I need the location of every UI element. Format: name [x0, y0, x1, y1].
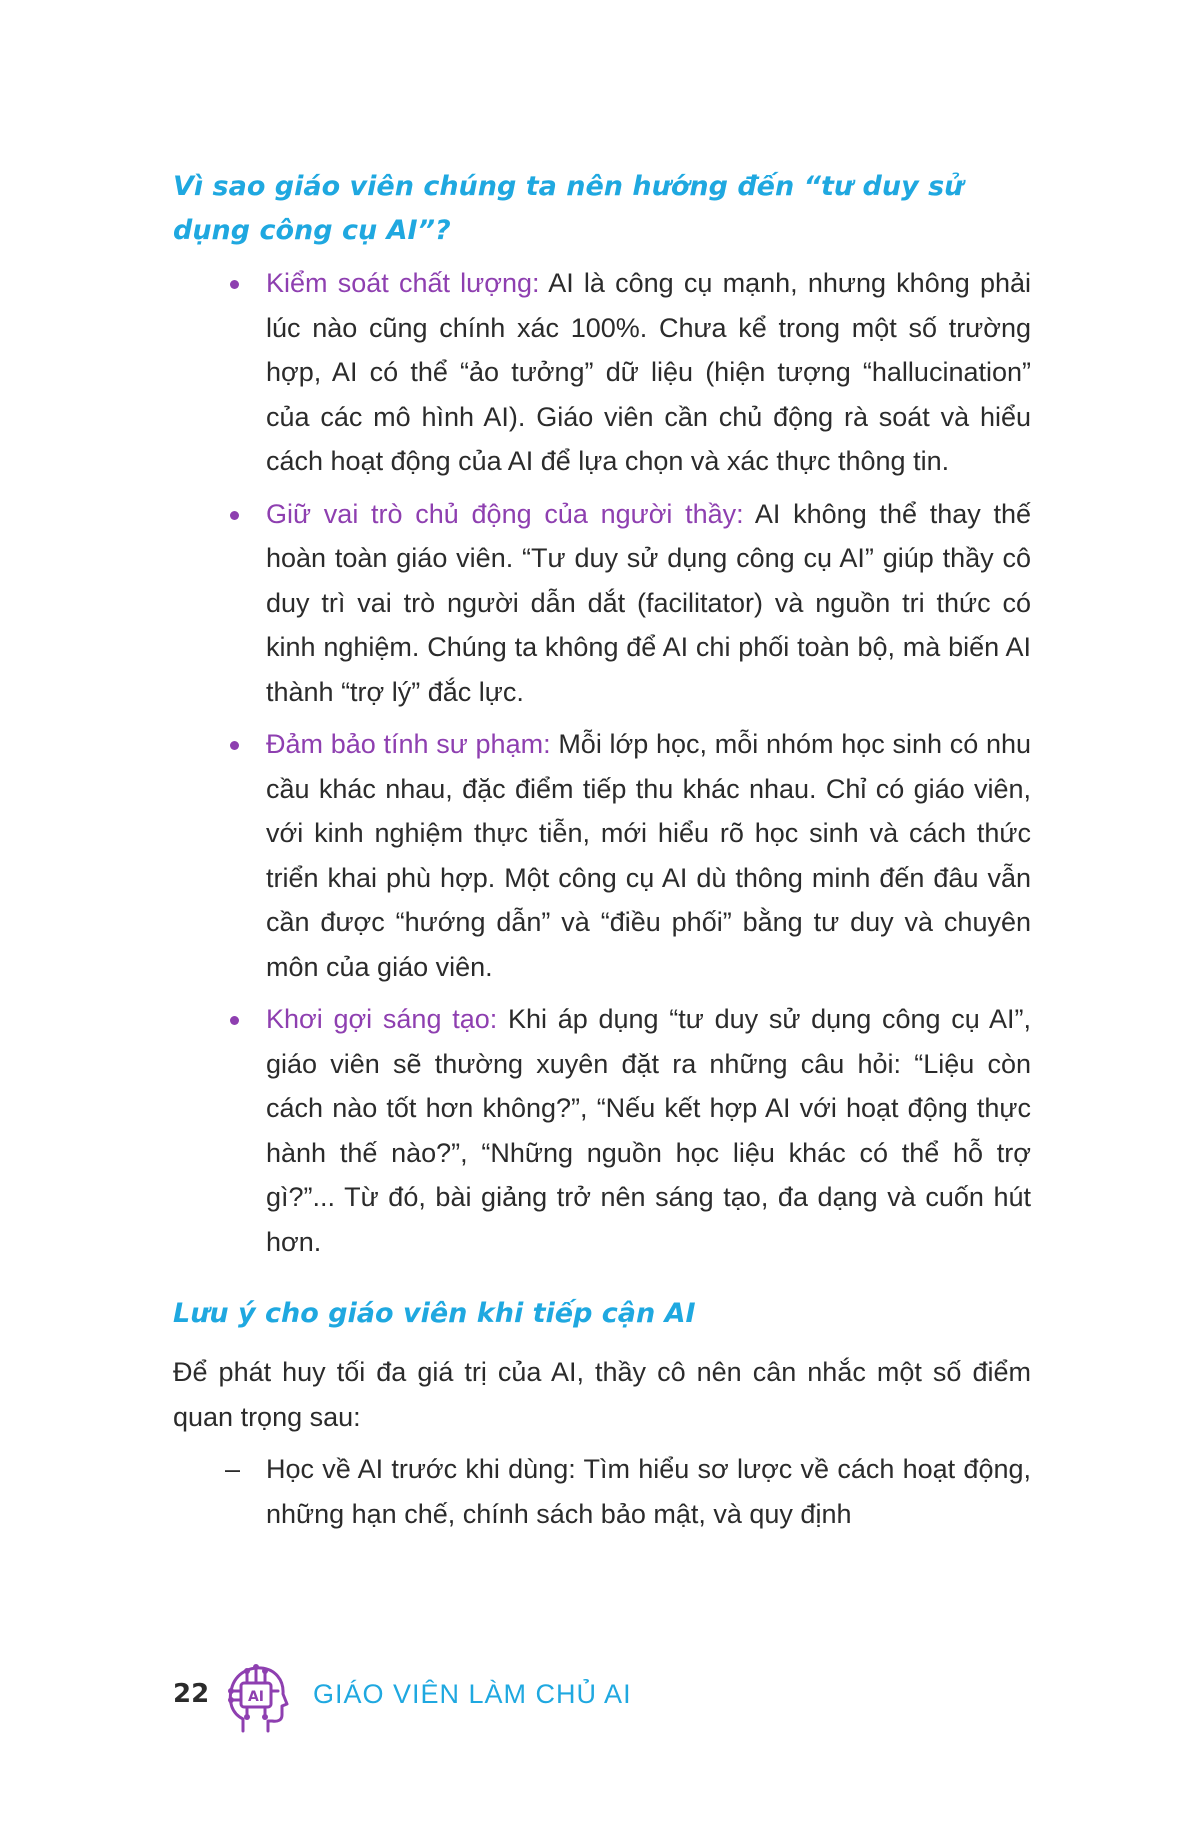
reasons-list: [173, 261, 1031, 1264]
bullet-text: AI là công cụ mạnh, nhưng không phải lúc nào cũng chính xác 100%. Chưa kể trong một số trường hợp, AI có thể “ảo tưởng” dữ liệu (hiện tượng “hallucination” của các mô hình AI). Giáo viên cần chủ động rà soát và hiểu cách hoạt động của AI để lựa chọn và xác thực thông tin.: [266, 268, 1031, 476]
bullet-text: Khi áp dụng “tư duy sử dụng công cụ AI”, giáo viên sẽ thường xuyên đặt ra những câu hỏi: “Liệu còn cách nào tốt hơn không?”, “Nếu kết hợp AI với hoạt động thực hành thế nào?”, “Những nguồn học liệu khác có thể hỗ trợ gì?”... Từ đó, bài giảng trở nên sáng tạo, đa dạng và cuốn hút hơn.: [266, 1004, 1031, 1257]
logo-text: AI: [247, 1689, 265, 1705]
bullet-term: Giữ vai trò chủ động của người thầy:: [266, 498, 744, 529]
list-item: [173, 492, 1031, 715]
section-heading-notes: Lưu ý cho giáo viên khi tiếp cận AI: [173, 1298, 696, 1329]
ai-head-logo-icon: [223, 1657, 289, 1737]
page-content: [173, 165, 1031, 1536]
bullet-term: Khơi gợi sáng tạo:: [266, 1004, 498, 1034]
bullet-term: Đảm bảo tính sư phạm:: [266, 729, 551, 759]
page-footer: [173, 1657, 873, 1737]
section-intro: Để phát huy tối đa giá trị của AI, thầy cô nên cân nhắc một số điểm quan trọng sau:: [173, 1357, 1031, 1432]
bullet-text: AI không thể thay thế hoàn toàn giáo viên. “Tư duy sử dụng công cụ AI” giúp thầy cô duy trì vai trò người dẫn dắt (facilitator) và nguồn tri thức có kinh nghiệm. Chúng ta không để AI chi phối toàn bộ, mà biến AI thành “trợ lý” đắc lực.: [266, 498, 1031, 707]
notes-list: [173, 1447, 1031, 1536]
section-heading-why: Vì sao giáo viên chúng ta nên hướng đến “tư duy sử dụng công cụ AI”?: [173, 171, 964, 246]
list-item: [173, 261, 1031, 484]
page-number: 22: [173, 1679, 210, 1709]
bullet-term: Kiểm soát chất lượng:: [266, 268, 540, 298]
book-title: GIÁO VIÊN LÀM CHỦ AI: [313, 1679, 632, 1709]
bullet-text: Mỗi lớp học, mỗi nhóm học sinh có nhu cầu khác nhau, đặc điểm tiếp thu khác nhau. Chỉ có giáo viên, với kinh nghiệm thực tiễn, mới hiểu rõ học sinh và cách thức triển khai phù hợp. Một công cụ AI dù thông minh đến đâu vẫn cần được “hướng dẫn” và “điều phối” bằng tư duy và chuyên môn của giáo viên.: [266, 729, 1031, 982]
list-item: [173, 722, 1031, 989]
list-item: – Học về AI trước khi dùng: Tìm hiểu sơ lược về cách hoạt động, những hạn chế, chính sách bảo mật, và quy định: [173, 1447, 1031, 1536]
list-item: [173, 997, 1031, 1264]
